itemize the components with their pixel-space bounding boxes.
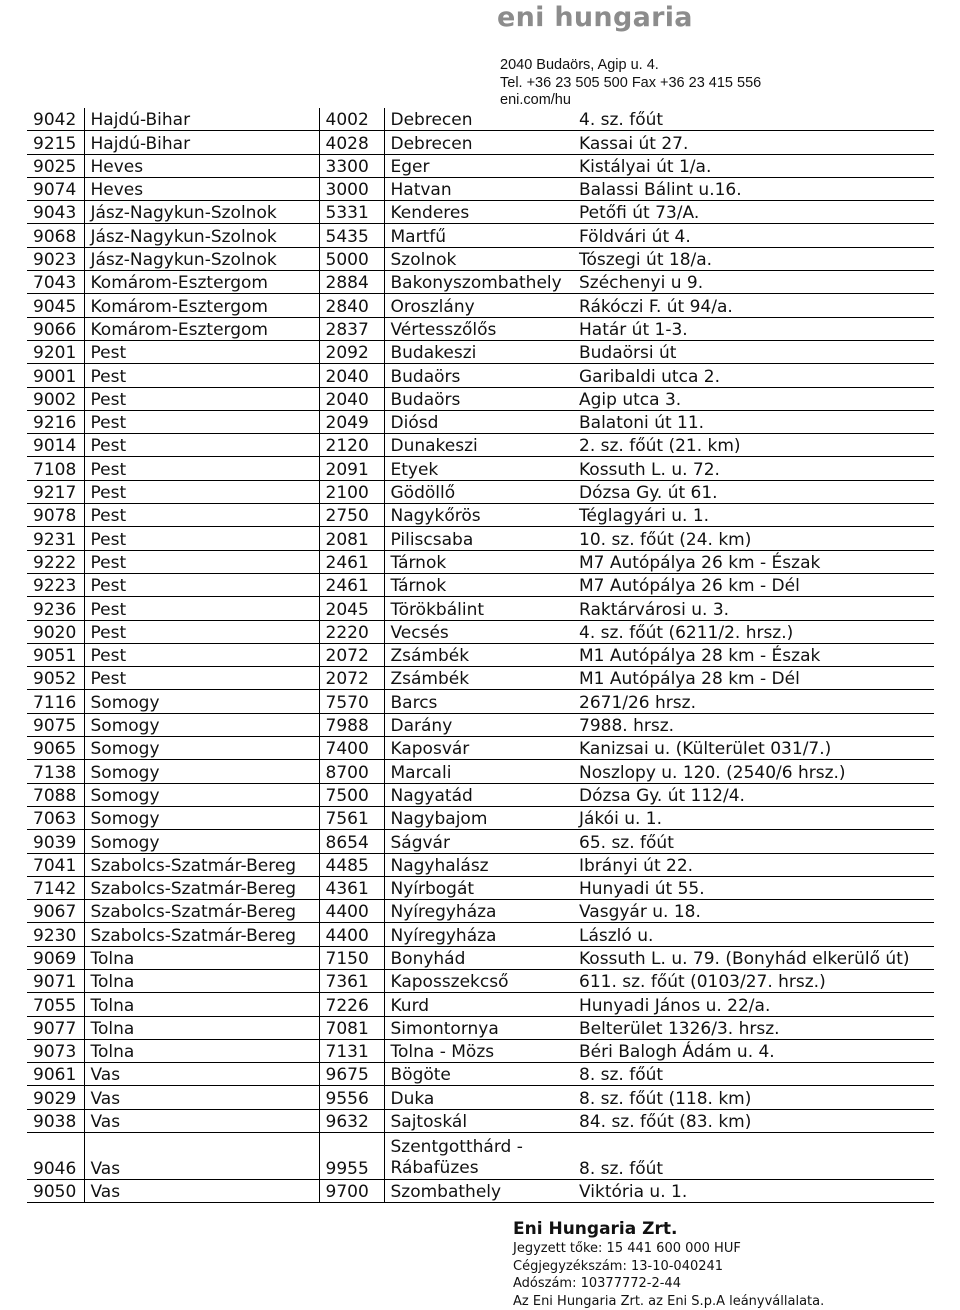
table-row xyxy=(27,1180,934,1203)
postal-code-cell: 5000 xyxy=(319,247,384,270)
table-row xyxy=(27,527,934,550)
station-code-cell: 9066 xyxy=(27,317,84,340)
city-cell: Kenderes xyxy=(384,201,573,224)
county-cell: Jász-Nagykun-Szolnok xyxy=(84,201,319,224)
city-cell: Bögöte xyxy=(384,1063,573,1086)
station-code-cell: 9046 xyxy=(27,1133,84,1180)
station-code-cell: 9038 xyxy=(27,1109,84,1132)
address-cell: László u. xyxy=(573,923,934,946)
postal-code-cell: 2120 xyxy=(319,434,384,457)
table-row xyxy=(27,900,934,923)
station-code-cell: 9075 xyxy=(27,713,84,736)
postal-code-cell: 4400 xyxy=(319,923,384,946)
station-code-cell: 9065 xyxy=(27,737,84,760)
address-cell: Vasgyár u. 18. xyxy=(573,900,934,923)
postal-code-cell: 2461 xyxy=(319,550,384,573)
county-cell: Pest xyxy=(84,480,319,503)
city-cell: Budakeszi xyxy=(384,340,573,363)
station-code-cell: 9043 xyxy=(27,201,84,224)
address-cell: Kanizsai u. (Külterület 031/7.) xyxy=(573,737,934,760)
table-row xyxy=(27,806,934,829)
postal-code-cell: 8700 xyxy=(319,760,384,783)
city-cell: Simontornya xyxy=(384,1016,573,1039)
county-cell: Tolna xyxy=(84,993,319,1016)
county-cell: Tolna xyxy=(84,1016,319,1039)
station-code-cell: 9201 xyxy=(27,340,84,363)
postal-code-cell: 9632 xyxy=(319,1109,384,1132)
address-cell: Rákóczi F. út 94/a. xyxy=(573,294,934,317)
address-cell: Ibrányi út 22. xyxy=(573,853,934,876)
city-cell: Piliscsaba xyxy=(384,527,573,550)
county-cell: Pest xyxy=(84,667,319,690)
table-row xyxy=(27,876,934,899)
table-row xyxy=(27,550,934,573)
table-row xyxy=(27,737,934,760)
county-cell: Somogy xyxy=(84,830,319,853)
contact-block xyxy=(500,57,761,110)
address-cell: Dózsa Gy. út 112/4. xyxy=(573,783,934,806)
city-cell: Marcali xyxy=(384,760,573,783)
county-cell: Pest xyxy=(84,434,319,457)
address-cell: M7 Autópálya 26 km - Dél xyxy=(573,573,934,596)
station-code-cell: 9002 xyxy=(27,387,84,410)
address-cell: Földvári út 4. xyxy=(573,224,934,247)
county-cell: Pest xyxy=(84,620,319,643)
address-cell: Széchenyi u 9. xyxy=(573,271,934,294)
postal-code-cell: 2837 xyxy=(319,317,384,340)
station-code-cell: 9045 xyxy=(27,294,84,317)
table-row xyxy=(27,760,934,783)
station-table xyxy=(27,108,934,1203)
city-cell: Dunakeszi xyxy=(384,434,573,457)
address-cell: 7988. hrsz. xyxy=(573,713,934,736)
address-cell: 611. sz. főút (0103/27. hrsz.) xyxy=(573,969,934,992)
city-cell: Szombathely xyxy=(384,1180,573,1203)
city-cell: Oroszlány xyxy=(384,294,573,317)
city-cell: Hatvan xyxy=(384,177,573,200)
website-link[interactable]: eni.com/hu xyxy=(500,92,761,110)
county-cell: Pest xyxy=(84,364,319,387)
station-code-cell: 9061 xyxy=(27,1063,84,1086)
footer-block xyxy=(513,1218,824,1310)
city-cell: Kaposszekcső xyxy=(384,969,573,992)
table-row xyxy=(27,1109,934,1132)
table-row xyxy=(27,969,934,992)
table-row xyxy=(27,923,934,946)
county-cell: Vas xyxy=(84,1086,319,1109)
station-table-body xyxy=(27,108,934,1203)
address-cell: Béri Balogh Ádám u. 4. xyxy=(573,1039,934,1062)
table-row xyxy=(27,177,934,200)
city-cell: Zsámbék xyxy=(384,667,573,690)
city-cell: Tolna - Mözs xyxy=(384,1039,573,1062)
table-row xyxy=(27,1063,934,1086)
county-cell: Pest xyxy=(84,387,319,410)
county-cell: Vas xyxy=(84,1063,319,1086)
city-cell: Nagyatád xyxy=(384,783,573,806)
county-cell: Somogy xyxy=(84,783,319,806)
station-code-cell: 7116 xyxy=(27,690,84,713)
postal-code-cell: 7131 xyxy=(319,1039,384,1062)
address-cell: 8. sz. főút xyxy=(573,1063,934,1086)
table-row xyxy=(27,410,934,433)
postal-code-cell: 7361 xyxy=(319,969,384,992)
address-cell: 2671/26 hrsz. xyxy=(573,690,934,713)
address-cell: M7 Autópálya 26 km - Észak xyxy=(573,550,934,573)
city-cell: Tárnok xyxy=(384,550,573,573)
address-cell: 84. sz. főút (83. km) xyxy=(573,1109,934,1132)
table-row xyxy=(27,993,934,1016)
postal-code-cell: 7400 xyxy=(319,737,384,760)
city-cell: Martfű xyxy=(384,224,573,247)
postal-code-cell: 9700 xyxy=(319,1180,384,1203)
city-cell: Kurd xyxy=(384,993,573,1016)
address-cell: M1 Autópálya 28 km - Dél xyxy=(573,667,934,690)
table-row xyxy=(27,690,934,713)
table-row xyxy=(27,830,934,853)
postal-code-cell: 4361 xyxy=(319,876,384,899)
footer-tax-number: Adószám: 10377772-2-44 xyxy=(513,1275,824,1293)
county-cell: Pest xyxy=(84,410,319,433)
postal-code-cell: 2840 xyxy=(319,294,384,317)
county-cell: Pest xyxy=(84,457,319,480)
postal-code-cell: 7561 xyxy=(319,806,384,829)
station-code-cell: 9050 xyxy=(27,1180,84,1203)
city-cell: Zsámbék xyxy=(384,643,573,666)
city-cell: Nagyhalász xyxy=(384,853,573,876)
city-cell: Sajtoskál xyxy=(384,1109,573,1132)
county-cell: Szabolcs-Szatmár-Bereg xyxy=(84,900,319,923)
postal-code-cell: 7570 xyxy=(319,690,384,713)
address-cell: Budaörsi út xyxy=(573,340,934,363)
footer-company-name: Eni Hungaria Zrt. xyxy=(513,1218,824,1240)
city-cell: Debrecen xyxy=(384,108,573,131)
station-code-cell: 9014 xyxy=(27,434,84,457)
county-cell: Hajdú-Bihar xyxy=(84,108,319,131)
station-code-cell: 9230 xyxy=(27,923,84,946)
county-cell: Heves xyxy=(84,177,319,200)
address-cell: 4. sz. főút (6211/2. hrsz.) xyxy=(573,620,934,643)
postal-code-cell: 3000 xyxy=(319,177,384,200)
station-code-cell: 7088 xyxy=(27,783,84,806)
table-row xyxy=(27,271,934,294)
table-row xyxy=(27,1086,934,1109)
county-cell: Szabolcs-Szatmár-Bereg xyxy=(84,876,319,899)
county-cell: Komárom-Esztergom xyxy=(84,317,319,340)
address-cell: Raktárvárosi u. 3. xyxy=(573,597,934,620)
table-row xyxy=(27,434,934,457)
postal-code-cell: 2091 xyxy=(319,457,384,480)
postal-code-cell: 2750 xyxy=(319,504,384,527)
station-code-cell: 9042 xyxy=(27,108,84,131)
table-row xyxy=(27,643,934,666)
table-row xyxy=(27,224,934,247)
address-cell: 10. sz. főút (24. km) xyxy=(573,527,934,550)
address-cell: Noszlopy u. 120. (2540/6 hrsz.) xyxy=(573,760,934,783)
postal-code-cell: 2045 xyxy=(319,597,384,620)
table-row xyxy=(27,294,934,317)
city-cell: Duka xyxy=(384,1086,573,1109)
city-cell: Vértesszőlős xyxy=(384,317,573,340)
county-cell: Vas xyxy=(84,1180,319,1203)
table-row xyxy=(27,597,934,620)
city-cell: Nyíregyháza xyxy=(384,900,573,923)
postal-code-cell: 4028 xyxy=(319,131,384,154)
footer-subsidiary-note: Az Eni Hungaria Zrt. az Eni S.p.A leányvállalata. xyxy=(513,1293,824,1310)
county-cell: Komárom-Esztergom xyxy=(84,271,319,294)
station-code-cell: 7055 xyxy=(27,993,84,1016)
county-cell: Hajdú-Bihar xyxy=(84,131,319,154)
postal-code-cell: 9675 xyxy=(319,1063,384,1086)
city-cell: Gödöllő xyxy=(384,480,573,503)
station-code-cell: 9077 xyxy=(27,1016,84,1039)
station-code-cell: 9078 xyxy=(27,504,84,527)
county-cell: Pest xyxy=(84,550,319,573)
postal-code-cell: 4002 xyxy=(319,108,384,131)
station-code-cell: 9223 xyxy=(27,573,84,596)
station-code-cell: 7041 xyxy=(27,853,84,876)
table-row xyxy=(27,667,934,690)
table-row xyxy=(27,620,934,643)
city-cell: Budaörs xyxy=(384,364,573,387)
station-code-cell: 9067 xyxy=(27,900,84,923)
postal-code-cell: 2461 xyxy=(319,573,384,596)
station-code-cell: 7138 xyxy=(27,760,84,783)
table-row xyxy=(27,131,934,154)
company-logo: eni hungaria xyxy=(497,2,693,33)
table-row xyxy=(27,573,934,596)
county-cell: Jász-Nagykun-Szolnok xyxy=(84,224,319,247)
city-cell: Debrecen xyxy=(384,131,573,154)
station-code-cell: 9231 xyxy=(27,527,84,550)
postal-code-cell: 2072 xyxy=(319,667,384,690)
county-cell: Somogy xyxy=(84,760,319,783)
county-cell: Pest xyxy=(84,504,319,527)
station-code-cell: 9216 xyxy=(27,410,84,433)
county-cell: Pest xyxy=(84,597,319,620)
company-address: 2040 Budaörs, Agip u. 4. xyxy=(500,57,761,75)
address-cell: 65. sz. főút xyxy=(573,830,934,853)
county-cell: Vas xyxy=(84,1109,319,1132)
county-cell: Heves xyxy=(84,154,319,177)
city-cell: Szolnok xyxy=(384,247,573,270)
county-cell: Pest xyxy=(84,573,319,596)
postal-code-cell: 3300 xyxy=(319,154,384,177)
address-cell: Balassi Bálint u.16. xyxy=(573,177,934,200)
table-row xyxy=(27,713,934,736)
county-cell: Tolna xyxy=(84,946,319,969)
county-cell: Szabolcs-Szatmár-Bereg xyxy=(84,853,319,876)
postal-code-cell: 9955 xyxy=(319,1133,384,1180)
postal-code-cell: 2040 xyxy=(319,364,384,387)
city-cell: Diósd xyxy=(384,410,573,433)
station-code-cell: 7142 xyxy=(27,876,84,899)
address-cell: Petőfi út 73/A. xyxy=(573,201,934,224)
table-row xyxy=(27,480,934,503)
city-cell: Barcs xyxy=(384,690,573,713)
station-code-cell: 9068 xyxy=(27,224,84,247)
station-code-cell: 9236 xyxy=(27,597,84,620)
postal-code-cell: 4400 xyxy=(319,900,384,923)
postal-code-cell: 5435 xyxy=(319,224,384,247)
postal-code-cell: 7500 xyxy=(319,783,384,806)
city-cell: Kaposvár xyxy=(384,737,573,760)
address-cell: Kossuth L. u. 72. xyxy=(573,457,934,480)
county-cell: Somogy xyxy=(84,737,319,760)
station-code-cell: 9051 xyxy=(27,643,84,666)
station-code-cell: 9215 xyxy=(27,131,84,154)
city-cell: Ságvár xyxy=(384,830,573,853)
station-code-cell: 9073 xyxy=(27,1039,84,1062)
station-code-cell: 9069 xyxy=(27,946,84,969)
station-code-cell: 7063 xyxy=(27,806,84,829)
table-row xyxy=(27,154,934,177)
station-code-cell: 9029 xyxy=(27,1086,84,1109)
address-cell: Kossuth L. u. 79. (Bonyhád elkerülő út) xyxy=(573,946,934,969)
county-cell: Somogy xyxy=(84,806,319,829)
table-row xyxy=(27,364,934,387)
city-cell: Nagybajom xyxy=(384,806,573,829)
station-code-cell: 9217 xyxy=(27,480,84,503)
phone-fax: Tel. +36 23 505 500 Fax +36 23 415 556 xyxy=(500,75,761,93)
address-cell: M1 Autópálya 28 km - Észak xyxy=(573,643,934,666)
county-cell: Komárom-Esztergom xyxy=(84,294,319,317)
postal-code-cell: 2081 xyxy=(319,527,384,550)
county-cell: Somogy xyxy=(84,713,319,736)
county-cell: Tolna xyxy=(84,1039,319,1062)
table-row xyxy=(27,504,934,527)
county-cell: Jász-Nagykun-Szolnok xyxy=(84,247,319,270)
postal-code-cell: 2220 xyxy=(319,620,384,643)
postal-code-cell: 5331 xyxy=(319,201,384,224)
postal-code-cell: 9556 xyxy=(319,1086,384,1109)
city-cell: Eger xyxy=(384,154,573,177)
postal-code-cell: 7150 xyxy=(319,946,384,969)
table-row xyxy=(27,247,934,270)
station-code-cell: 9001 xyxy=(27,364,84,387)
footer-registry: Cégjegyzékszám: 13-10-040241 xyxy=(513,1258,824,1276)
table-row xyxy=(27,387,934,410)
address-cell: Hunyadi János u. 22/a. xyxy=(573,993,934,1016)
address-cell: Határ út 1-3. xyxy=(573,317,934,340)
city-cell: Budaörs xyxy=(384,387,573,410)
county-cell: Vas xyxy=(84,1133,319,1180)
table-row xyxy=(27,1016,934,1039)
city-cell: Bonyhád xyxy=(384,946,573,969)
station-code-cell: 9074 xyxy=(27,177,84,200)
table-row xyxy=(27,201,934,224)
address-cell: Kassai út 27. xyxy=(573,131,934,154)
table-row xyxy=(27,317,934,340)
county-cell: Pest xyxy=(84,527,319,550)
postal-code-cell: 2884 xyxy=(319,271,384,294)
city-cell: Nyírbogát xyxy=(384,876,573,899)
station-code-cell: 7108 xyxy=(27,457,84,480)
address-cell: Balatoni út 11. xyxy=(573,410,934,433)
city-cell: Darány xyxy=(384,713,573,736)
postal-code-cell: 7081 xyxy=(319,1016,384,1039)
city-cell: Tárnok xyxy=(384,573,573,596)
table-row xyxy=(27,1039,934,1062)
county-cell: Somogy xyxy=(84,690,319,713)
county-cell: Pest xyxy=(84,340,319,363)
postal-code-cell: 2100 xyxy=(319,480,384,503)
table-row xyxy=(27,946,934,969)
station-code-cell: 9020 xyxy=(27,620,84,643)
postal-code-cell: 2092 xyxy=(319,340,384,363)
city-cell: Etyek xyxy=(384,457,573,480)
postal-code-cell: 7226 xyxy=(319,993,384,1016)
table-row xyxy=(27,457,934,480)
address-cell: 4. sz. főút xyxy=(573,108,934,131)
city-cell: Bakonyszombathely xyxy=(384,271,573,294)
table-row xyxy=(27,108,934,131)
postal-code-cell: 2049 xyxy=(319,410,384,433)
address-cell: Tószegi út 18/a. xyxy=(573,247,934,270)
address-cell: 2. sz. főút (21. km) xyxy=(573,434,934,457)
county-cell: Tolna xyxy=(84,969,319,992)
address-cell: Hunyadi út 55. xyxy=(573,876,934,899)
postal-code-cell: 7988 xyxy=(319,713,384,736)
address-cell: Viktória u. 1. xyxy=(573,1180,934,1203)
address-cell: Agip utca 3. xyxy=(573,387,934,410)
postal-code-cell: 4485 xyxy=(319,853,384,876)
table-row xyxy=(27,1133,934,1180)
postal-code-cell: 8654 xyxy=(319,830,384,853)
station-code-cell: 9023 xyxy=(27,247,84,270)
footer-capital: Jegyzett tőke: 15 441 600 000 HUF xyxy=(513,1240,824,1258)
table-row xyxy=(27,340,934,363)
station-code-cell: 9052 xyxy=(27,667,84,690)
city-cell: Nagykőrös xyxy=(384,504,573,527)
city-cell: Vecsés xyxy=(384,620,573,643)
table-row xyxy=(27,783,934,806)
postal-code-cell: 2040 xyxy=(319,387,384,410)
station-code-cell: 9039 xyxy=(27,830,84,853)
county-cell: Szabolcs-Szatmár-Bereg xyxy=(84,923,319,946)
table-row xyxy=(27,853,934,876)
address-cell: 8. sz. főút xyxy=(573,1133,934,1180)
address-cell: 8. sz. főút (118. km) xyxy=(573,1086,934,1109)
address-cell: Jákói u. 1. xyxy=(573,806,934,829)
address-cell: Dózsa Gy. út 61. xyxy=(573,480,934,503)
address-cell: Kistályai út 1/a. xyxy=(573,154,934,177)
station-code-cell: 9222 xyxy=(27,550,84,573)
city-cell: Nyíregyháza xyxy=(384,923,573,946)
city-cell: Szentgotthárd - Rábafüzes xyxy=(384,1133,573,1180)
address-cell: Garibaldi utca 2. xyxy=(573,364,934,387)
address-cell: Belterület 1326/3. hrsz. xyxy=(573,1016,934,1039)
address-cell: Téglagyári u. 1. xyxy=(573,504,934,527)
postal-code-cell: 2072 xyxy=(319,643,384,666)
station-code-cell: 7043 xyxy=(27,271,84,294)
station-code-cell: 9025 xyxy=(27,154,84,177)
county-cell: Pest xyxy=(84,643,319,666)
city-cell: Törökbálint xyxy=(384,597,573,620)
station-code-cell: 9071 xyxy=(27,969,84,992)
